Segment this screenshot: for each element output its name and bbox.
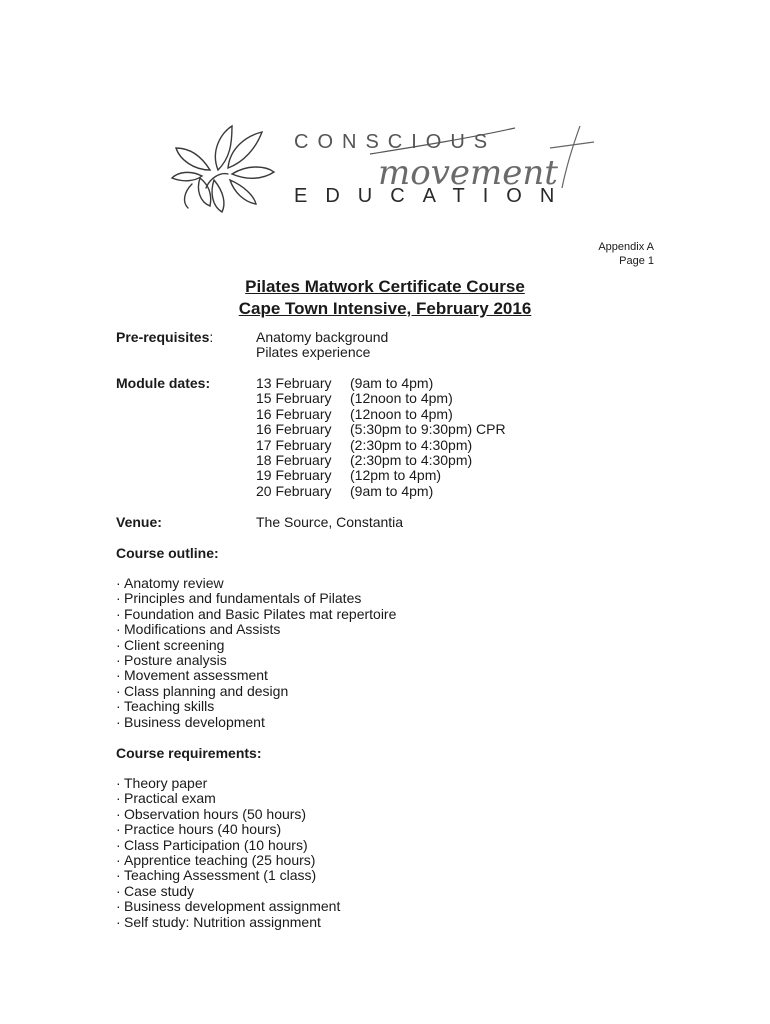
list-item: · Anatomy review (116, 575, 224, 591)
list-item: · Foundation and Basic Pilates mat repertoire (116, 605, 397, 622)
appendix-label: Appendix A (598, 241, 654, 253)
list-item: · Posture analysis (116, 652, 227, 669)
document-heading (0, 276, 770, 320)
list-item: · Modifications and Assists (116, 621, 281, 638)
page-subtitle: Cape Town Intensive, February 2016 (238, 299, 532, 318)
page-title: Pilates Matwork Certificate Course (245, 277, 525, 296)
appendix-marker (598, 240, 654, 268)
prerequisite-item: Anatomy background (256, 329, 389, 345)
module-dates-label: Module dates: (116, 375, 211, 391)
list-item: · Movement assessment (116, 667, 268, 684)
logo-word-movement: movement (378, 153, 558, 193)
list-item: · Observation hours (50 hours) (116, 805, 307, 822)
list-item: · Business development (116, 713, 265, 730)
course-requirements-label: Course requirements: (116, 745, 262, 761)
list-item: · Case study (116, 882, 195, 899)
table-row: 19 February (12pm to 4pm) (256, 467, 442, 484)
list-item: · Class planning and design (116, 682, 289, 699)
list-item: · Practice hours (40 hours) (116, 821, 282, 838)
table-row: 16 February (12noon to 4pm) (256, 405, 453, 422)
brand-logo (170, 118, 600, 226)
list-item: · Self study: Nutrition assignment (116, 913, 321, 930)
course-outline-list (116, 576, 396, 730)
course-outline-label: Course outline: (116, 545, 219, 561)
list-item: · Principles and fundamentals of Pilates (116, 590, 362, 607)
prerequisite-item: Pilates experience (256, 344, 371, 361)
list-item: · Apprentice teaching (25 hours) (116, 852, 316, 869)
logo-word-education: EDUCATION (294, 185, 573, 207)
module-dates-table (256, 376, 506, 499)
table-row: 17 February (2:30pm to 4:30pm) (256, 436, 473, 453)
logo-word-conscious: CONSCIOUS (294, 131, 497, 153)
table-row: 15 February (12noon to 4pm) (256, 390, 453, 407)
lotus-logo-graphic (170, 118, 600, 226)
list-item: · Practical exam (116, 790, 216, 807)
page-number: Page 1 (619, 255, 654, 267)
table-row: 16 February (5:30pm to 9:30pm) CPR (256, 421, 506, 438)
list-item: · Teaching skills (116, 698, 215, 715)
table-row: 13 February (9am to 4pm) (256, 375, 434, 391)
table-row: 20 February (9am to 4pm) (256, 482, 434, 499)
list-item: · Business development assignment (116, 898, 341, 915)
list-item: · Client screening (116, 636, 225, 653)
list-item: · Teaching Assessment (1 class) (116, 867, 317, 884)
venue-value: The Source, Constantia (256, 514, 404, 530)
list-item: · Class Participation (10 hours) (116, 836, 308, 853)
prerequisites-label: Pre-requisites: (116, 329, 214, 345)
table-row: 18 February (2:30pm to 4:30pm) (256, 452, 473, 469)
course-requirements-list (116, 776, 340, 930)
prerequisites-values (256, 330, 388, 361)
list-item: · Theory paper (116, 775, 208, 791)
venue-label: Venue: (116, 514, 162, 530)
